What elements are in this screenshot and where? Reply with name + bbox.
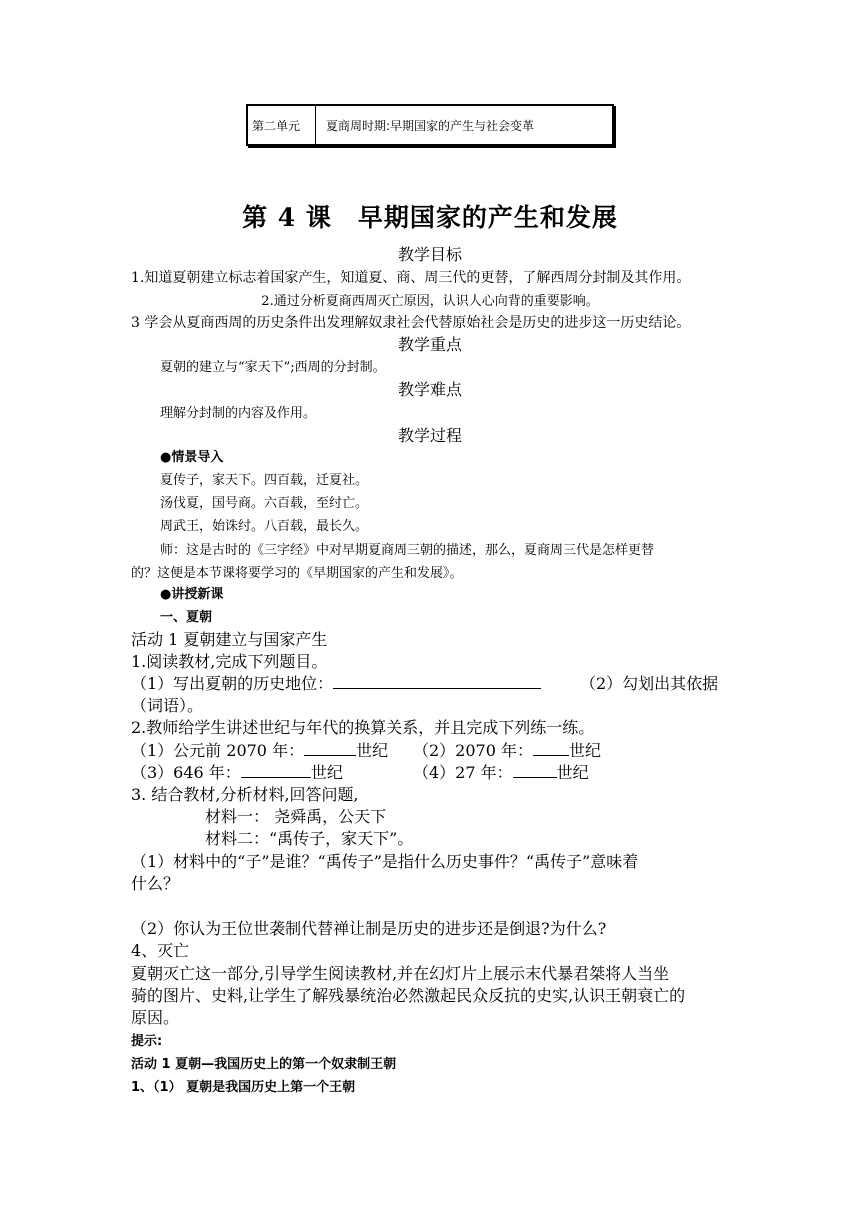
- fall-line-3: 原因。: [131, 1008, 180, 1027]
- q2-1-label: （1）公元前 2070 年：: [131, 741, 305, 760]
- hints-answer-1: 1、（1） 夏朝是我国历史上第一个王朝: [131, 1080, 356, 1095]
- fall-line-1: 夏朝灭亡这一部分,引导学生阅读教材,并在幻灯片上展示末代暴君桀将人当坐: [131, 964, 670, 983]
- activity1-q1-2-cont: （词语）。: [131, 696, 204, 715]
- q2-4-unit: 世纪: [556, 763, 589, 782]
- material-1: 材料一： 尧舜禹，公天下: [205, 807, 387, 826]
- answer-blank-q2-3[interactable]: [241, 763, 311, 778]
- unit-header-box: [246, 104, 614, 146]
- key-points-heading: 教学重点: [397, 335, 462, 354]
- q2-3-label: （3）646 年：: [131, 763, 241, 782]
- goals-heading: 教学目标: [397, 245, 462, 264]
- activity1-title: 活动 1 夏朝建立与国家产生: [131, 630, 328, 649]
- answer-blank-q2-2[interactable]: [533, 741, 569, 756]
- q2-2-unit: 世纪: [569, 741, 602, 760]
- goal-item-2: 2.通过分析夏商西周灭亡原因，认识人心向背的重要影响。: [261, 294, 599, 309]
- answer-blank-historical-status[interactable]: [333, 674, 541, 689]
- unit-label: 第二单元: [248, 106, 316, 144]
- new-lesson-heading: ●讲授新课: [160, 587, 224, 602]
- q2-4: [413, 760, 589, 783]
- difficulties-heading: 教学难点: [397, 380, 462, 399]
- verse-2: 汤伐夏，国号商。六百载，至纣亡。: [160, 496, 369, 511]
- difficulties-text: 理解分封制的内容及作用。: [160, 406, 317, 421]
- q2-2-label: （2）2070 年：: [413, 741, 533, 760]
- teacher-line-2: 的？这便是本节课将要学习的《早期国家的产生和发展》。: [131, 566, 463, 581]
- lesson-title: 第 4 课 早期国家的产生和发展: [242, 203, 618, 232]
- q2-3: [131, 760, 343, 783]
- goal-item-1: 1.知道夏朝建立标志着国家产生，知道夏、商、周三代的更替，了解西周分封制及其作用。: [131, 270, 691, 286]
- q3-1-line-1: （1）材料中的“子”是谁？“禹传子”是指什么历史事件？“禹传子”意味着: [131, 852, 639, 871]
- verse-3: 周武王，始诛纣。八百载，最长久。: [160, 519, 369, 534]
- fall-line-2: 骑的图片、史料,让学生了解残暴统治必然激起民众反抗的史实,认识王朝衰亡的: [131, 986, 686, 1005]
- q2-3-unit: 世纪: [310, 763, 343, 782]
- q2-4-label: （4）27 年：: [413, 763, 513, 782]
- teacher-line-1: 师：这是古时的《三字经》中对早期夏商周三朝的描述，那么，夏商周三代是怎样更替: [160, 543, 655, 558]
- q2-1: [131, 738, 388, 761]
- hints-heading: 提示:: [131, 1034, 163, 1049]
- material-2: 材料二：“禹传子，家天下”。: [205, 829, 414, 848]
- q3-2: （2）你认为王位世袭制代替禅让制是历史的进步还是倒退?为什么?: [131, 919, 607, 938]
- section-xia: 一、夏朝: [160, 610, 213, 625]
- verse-1: 夏传子，家天下。四百载，迁夏社。: [160, 473, 369, 488]
- activity1-q1-1: [131, 671, 541, 694]
- hints-activity: 活动 1 夏朝—我国历史上的第一个奴隶制王朝: [131, 1057, 397, 1072]
- activity1-q2: 2.教师给学生讲述世纪与年代的换算关系，并且完成下列练一练。: [131, 718, 595, 737]
- q1-1-label: （1）写出夏朝的历史地位：: [131, 674, 334, 693]
- fall-heading: 4、灭亡: [131, 941, 190, 960]
- process-heading: 教学过程: [397, 426, 462, 445]
- key-points-text: 夏朝的建立与“家天下”;西周的分封制。: [160, 360, 386, 375]
- goal-item-3: 3 学会从夏商西周的历史条件出发理解奴隶社会代替原始社会是历史的进步这一历史结论。: [131, 315, 691, 331]
- q2-1-unit: 世纪: [356, 741, 389, 760]
- activity1-q1-2: （2）勾划出其依据: [580, 674, 719, 693]
- activity1-q1: 1.阅读教材,完成下列题目。: [131, 652, 328, 671]
- activity1-q3: 3. 结合教材,分析材料,回答问题,: [131, 785, 359, 804]
- intro-heading: ●情景导入: [160, 450, 224, 465]
- q2-2: [413, 738, 601, 761]
- answer-blank-q2-4[interactable]: [513, 763, 557, 778]
- unit-title: 夏商周时期:早期国家的产生与社会变革: [326, 118, 535, 133]
- q3-1-line-2: 什么？: [131, 874, 180, 893]
- answer-blank-q2-1[interactable]: [304, 741, 356, 756]
